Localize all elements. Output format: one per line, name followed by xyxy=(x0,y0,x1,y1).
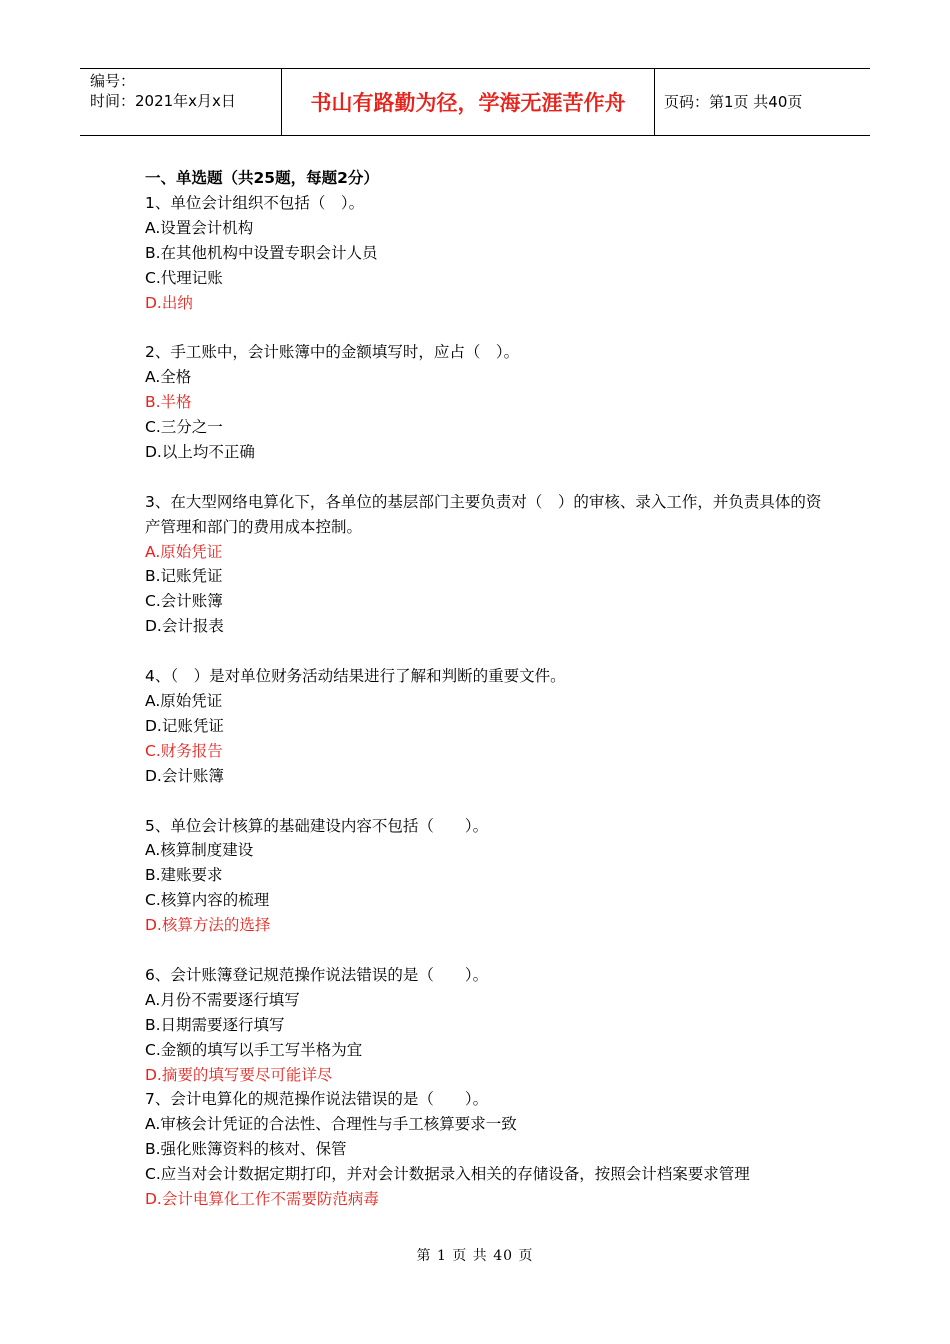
question-option: C.三分之一 xyxy=(145,418,223,437)
page-header xyxy=(80,68,870,136)
question-gap xyxy=(145,639,825,664)
answer-option: D.核算方法的选择 xyxy=(145,916,271,935)
header-divider xyxy=(654,69,655,135)
question-option: A.核算制度建设 xyxy=(145,841,254,860)
question-list xyxy=(145,191,825,1212)
question-block xyxy=(145,490,825,639)
question-option: A.月份不需要逐行填写 xyxy=(145,990,300,1009)
answer-option: D.会计电算化工作不需要防范病毒 xyxy=(145,1190,379,1209)
section-title: 一、单选题（共25题，每题2分） xyxy=(145,169,379,187)
question-option: B.记账凭证 xyxy=(145,567,223,586)
question-block xyxy=(145,664,825,789)
question-option: C.金额的填写以手工写半格为宜 xyxy=(145,1040,363,1059)
question-block xyxy=(145,340,825,465)
answer-option: A.原始凭证 xyxy=(145,542,223,561)
question-option: C.应当对会计数据定期打印，并对会计数据录入相关的存储设备，按照会计档案要求管理 xyxy=(145,1165,750,1184)
answer-option: C.财务报告 xyxy=(145,741,223,760)
question-stem: 2、手工账中，会计账簿中的金额填写时，应占（ ）。 xyxy=(145,343,520,362)
question-option: B.日期需要逐行填写 xyxy=(145,1015,285,1034)
question-option: B.在其他机构中设置专职会计人员 xyxy=(145,243,378,262)
header-meta xyxy=(90,71,236,111)
question-option: A.审核会计凭证的合法性、合理性与手工核算要求一致 xyxy=(145,1115,517,1134)
question-option: B.建账要求 xyxy=(145,866,223,885)
header-motto: 书山有路勤为径，学海无涯苦作舟 xyxy=(310,90,626,115)
question-stem: 6、会计账簿登记规范操作说法错误的是（ ）。 xyxy=(145,965,489,984)
question-stem: 5、单位会计核算的基础建设内容不包括（ ）。 xyxy=(145,816,489,835)
question-block xyxy=(145,963,825,1088)
question-option: D.以上均不正确 xyxy=(145,442,255,461)
answer-option: D.摘要的填写要尽可能详尽 xyxy=(145,1065,333,1084)
question-gap xyxy=(145,789,825,814)
document-time-label: 时间：2021年x月x日 xyxy=(90,92,236,110)
question-gap xyxy=(145,315,825,340)
question-block xyxy=(145,814,825,939)
question-option: D.记账凭证 xyxy=(145,716,224,735)
question-option: B.强化账簿资料的核对、保管 xyxy=(145,1140,347,1159)
question-option: D.会计报表 xyxy=(145,617,224,636)
question-option: A.全格 xyxy=(145,368,192,387)
question-stem: 3、在大型网络电算化下，各单位的基层部门主要负责对（ ）的审核、录入工作，并负责具体的资产管理和部门的费用成本控制。 xyxy=(145,492,822,536)
question-option: A.设置会计机构 xyxy=(145,218,254,237)
answer-option: B.半格 xyxy=(145,393,192,412)
answer-option: D.出纳 xyxy=(145,293,193,312)
question-block xyxy=(145,191,825,316)
question-option: C.核算内容的梳理 xyxy=(145,891,270,910)
question-option: C.会计账簿 xyxy=(145,592,223,611)
header-page-info: 页码：第1页 共40页 xyxy=(664,93,803,111)
question-stem: 4、（ ）是对单位财务活动结果进行了解和判断的重要文件。 xyxy=(145,667,566,686)
document-number-label: 编号： xyxy=(90,72,136,90)
question-option: A.原始凭证 xyxy=(145,691,223,710)
question-option: C.代理记账 xyxy=(145,268,223,287)
question-gap xyxy=(145,465,825,490)
document-body xyxy=(145,166,825,1212)
question-gap xyxy=(145,938,825,963)
question-stem: 7、会计电算化的规范操作说法错误的是（ ）。 xyxy=(145,1090,489,1109)
question-block xyxy=(145,1087,825,1212)
question-option: D.会计账簿 xyxy=(145,766,224,785)
question-stem: 1、单位会计组织不包括（ ）。 xyxy=(145,193,365,212)
page-footer: 第 1 页 共 40 页 xyxy=(416,1248,534,1264)
